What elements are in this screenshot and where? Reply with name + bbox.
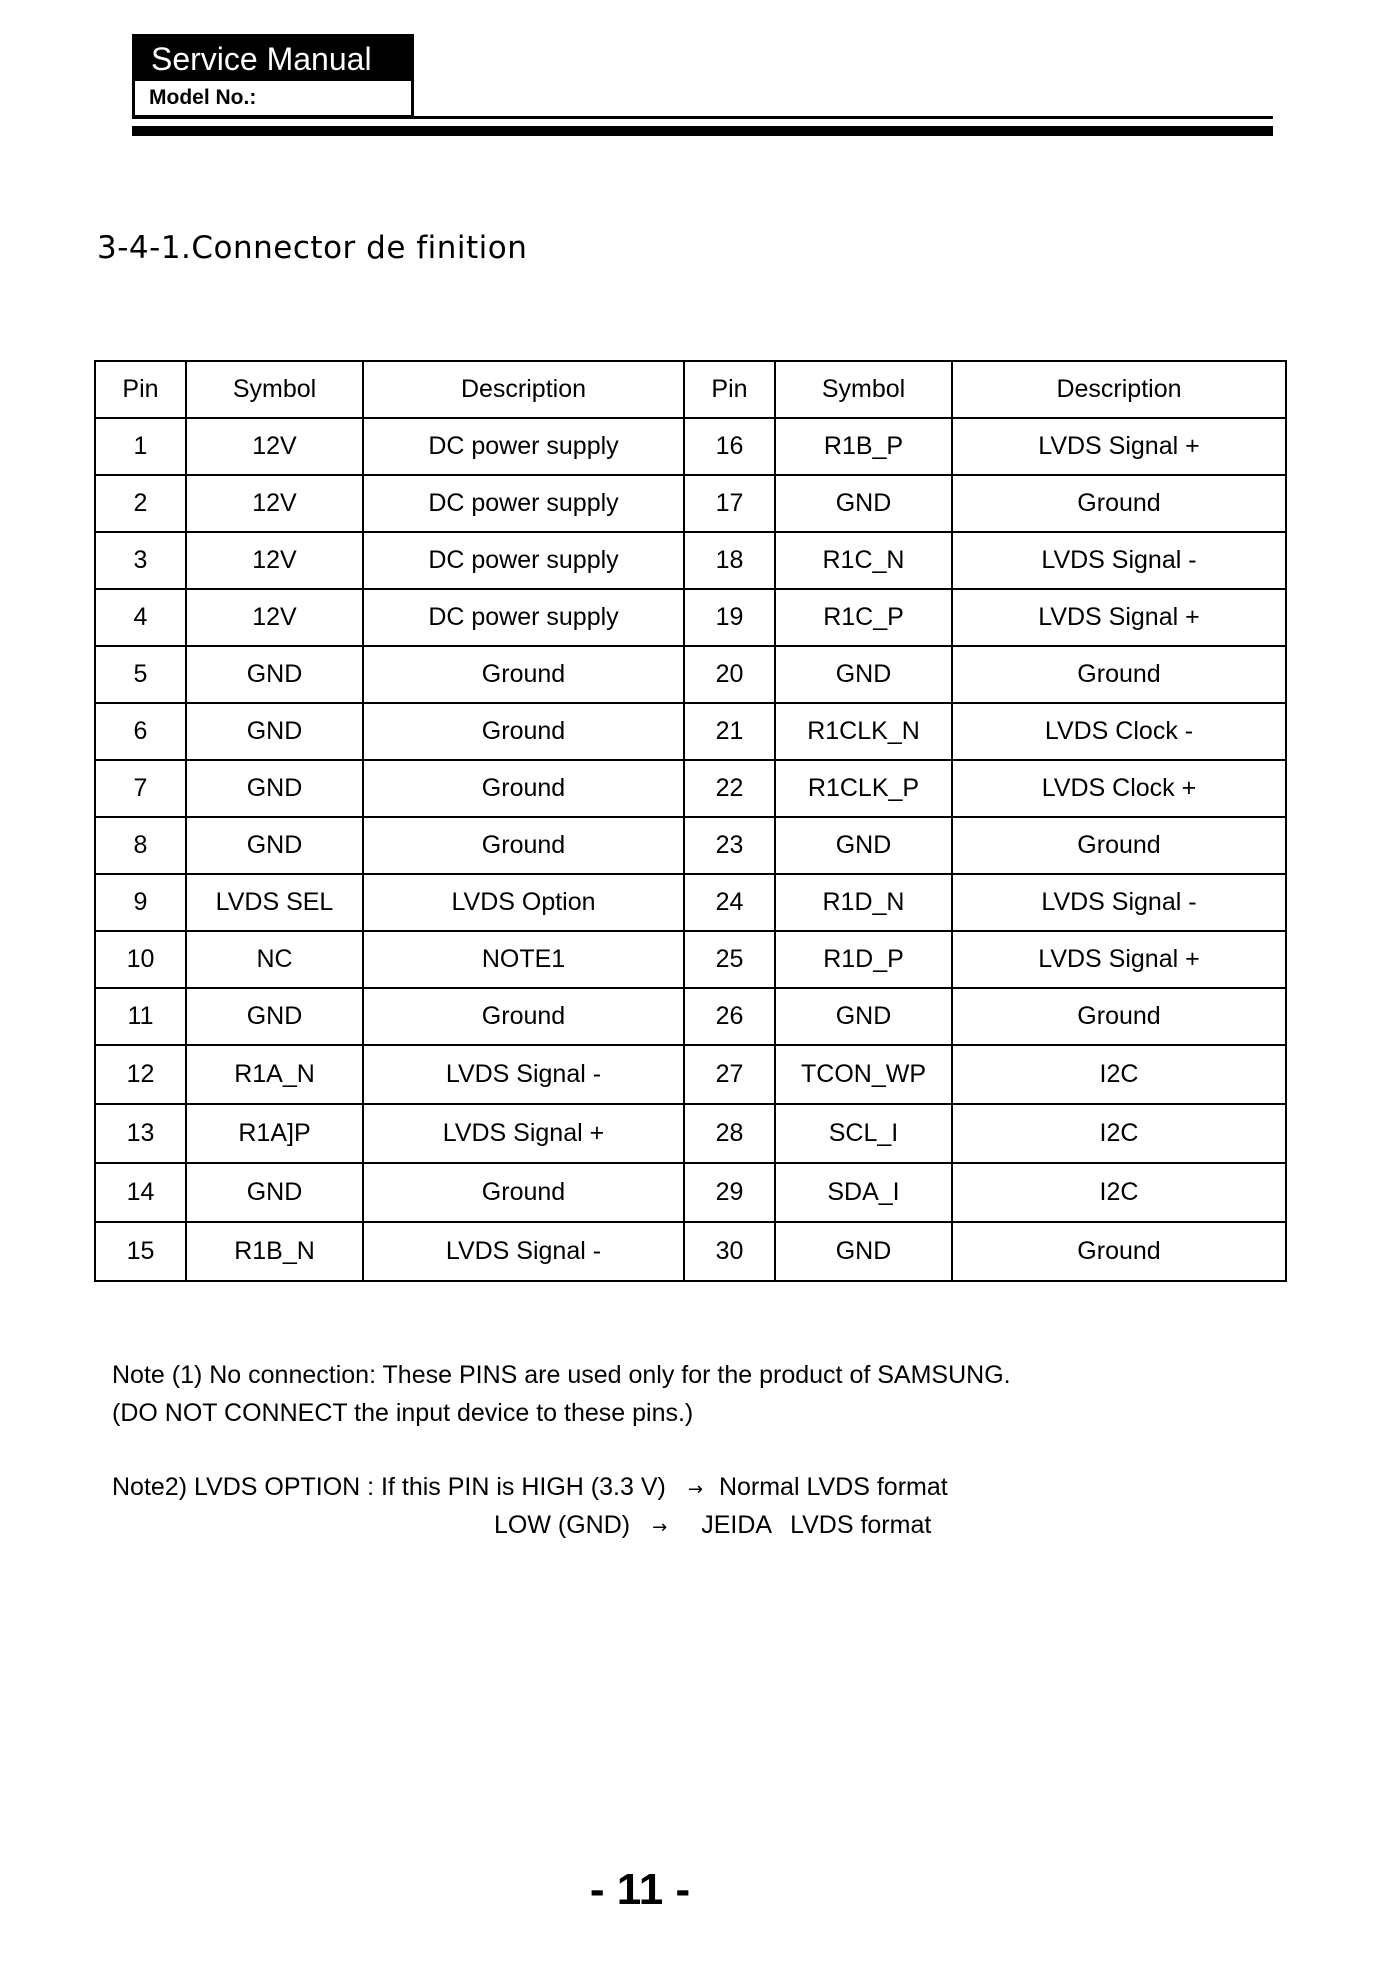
pin-cell: 21: [684, 703, 775, 760]
description-cell: Ground: [952, 475, 1286, 532]
table-row: [95, 532, 1286, 589]
description-cell: LVDS Signal -: [952, 532, 1286, 589]
note-1-line-2: (DO NOT CONNECT the input device to these pins.): [112, 1399, 694, 1427]
connector-pin-table: [94, 360, 1287, 1282]
pin-cell: 11: [95, 988, 186, 1045]
pin-cell: 1: [95, 418, 186, 475]
pin-cell: 15: [95, 1222, 186, 1281]
symbol-cell: R1CLK_P: [775, 760, 952, 817]
description-cell: Ground: [952, 817, 1286, 874]
symbol-cell: 12V: [186, 418, 363, 475]
description-cell: LVDS Signal +: [363, 1104, 684, 1163]
symbol-cell: R1C_N: [775, 532, 952, 589]
table-row: [95, 988, 1286, 1045]
description-cell: Ground: [952, 1222, 1286, 1281]
pin-cell: 19: [684, 589, 775, 646]
description-cell: LVDS Signal -: [363, 1045, 684, 1104]
header-pin: Pin: [684, 361, 775, 418]
pin-cell: 18: [684, 532, 775, 589]
note-2-low-condition: LOW (GND): [494, 1511, 631, 1539]
description-cell: LVDS Option: [363, 874, 684, 931]
note-2-prefix: Note2) LVDS OPTION : If this PIN is HIGH (3.3 V): [112, 1473, 666, 1501]
header-rule-thin: [132, 116, 1273, 119]
symbol-cell: GND: [186, 760, 363, 817]
pin-cell: 10: [95, 931, 186, 988]
description-cell: I2C: [952, 1104, 1286, 1163]
description-cell: I2C: [952, 1045, 1286, 1104]
section-title: 3-4-1.Connector de finition: [97, 230, 528, 266]
table-row: [95, 646, 1286, 703]
description-cell: Ground: [363, 646, 684, 703]
description-cell: Ground: [363, 988, 684, 1045]
note-2-low-result-b: LVDS format: [790, 1511, 932, 1539]
description-cell: LVDS Signal +: [952, 589, 1286, 646]
symbol-cell: 12V: [186, 532, 363, 589]
description-cell: Ground: [363, 1163, 684, 1222]
description-cell: LVDS Signal -: [952, 874, 1286, 931]
pin-cell: 12: [95, 1045, 186, 1104]
pin-cell: 28: [684, 1104, 775, 1163]
symbol-cell: GND: [186, 817, 363, 874]
symbol-cell: R1CLK_N: [775, 703, 952, 760]
table-row: [95, 475, 1286, 532]
symbol-cell: GND: [775, 1222, 952, 1281]
symbol-cell: GND: [186, 988, 363, 1045]
symbol-cell: GND: [775, 646, 952, 703]
description-cell: Ground: [363, 760, 684, 817]
model-number-label: Model No.:: [149, 86, 257, 109]
header-box: [132, 34, 414, 118]
description-cell: DC power supply: [363, 418, 684, 475]
pin-cell: 8: [95, 817, 186, 874]
symbol-cell: GND: [186, 1163, 363, 1222]
symbol-cell: R1A_N: [186, 1045, 363, 1104]
description-cell: LVDS Clock -: [952, 703, 1286, 760]
table-row: [95, 589, 1286, 646]
symbol-cell: GND: [775, 817, 952, 874]
symbol-cell: 12V: [186, 475, 363, 532]
description-cell: DC power supply: [363, 532, 684, 589]
symbol-cell: LVDS SEL: [186, 874, 363, 931]
arrow-icon: →: [687, 1479, 703, 1500]
pin-cell: 4: [95, 589, 186, 646]
table-row: [95, 1222, 1286, 1281]
symbol-cell: GND: [186, 646, 363, 703]
header-symbol: Symbol: [775, 361, 952, 418]
table-row: [95, 931, 1286, 988]
pin-cell: 3: [95, 532, 186, 589]
description-cell: I2C: [952, 1163, 1286, 1222]
pin-cell: 14: [95, 1163, 186, 1222]
header-description: Description: [952, 361, 1286, 418]
symbol-cell: NC: [186, 931, 363, 988]
description-cell: DC power supply: [363, 475, 684, 532]
description-cell: DC power supply: [363, 589, 684, 646]
note-1-line-1: Note (1) No connection: These PINS are used only for the product of SAMSUNG.: [112, 1361, 1011, 1389]
description-cell: Ground: [952, 646, 1286, 703]
description-cell: LVDS Signal +: [952, 418, 1286, 475]
description-cell: LVDS Clock +: [952, 760, 1286, 817]
pin-cell: 22: [684, 760, 775, 817]
note-2-high-result: Normal LVDS format: [718, 1473, 948, 1501]
table-row: [95, 418, 1286, 475]
table-header-row: [95, 361, 1286, 418]
description-cell: Ground: [363, 703, 684, 760]
symbol-cell: R1B_P: [775, 418, 952, 475]
table-row: [95, 1163, 1286, 1222]
pin-cell: 26: [684, 988, 775, 1045]
pin-cell: 20: [684, 646, 775, 703]
symbol-cell: R1A]P: [186, 1104, 363, 1163]
symbol-cell: R1C_P: [775, 589, 952, 646]
table-row: [95, 817, 1286, 874]
pin-cell: 30: [684, 1222, 775, 1281]
description-cell: Ground: [952, 988, 1286, 1045]
table-row: [95, 1104, 1286, 1163]
header-rule-thick: [132, 126, 1273, 136]
notes-block: [112, 1356, 1011, 1432]
pin-cell: 17: [684, 475, 775, 532]
header-description: Description: [363, 361, 684, 418]
pin-cell: 24: [684, 874, 775, 931]
page-number: - 11 -: [589, 1865, 691, 1914]
pin-cell: 6: [95, 703, 186, 760]
table-row: [95, 874, 1286, 931]
description-cell: LVDS Signal +: [952, 931, 1286, 988]
symbol-cell: SCL_I: [775, 1104, 952, 1163]
pin-cell: 2: [95, 475, 186, 532]
table-row: [95, 760, 1286, 817]
pin-cell: 27: [684, 1045, 775, 1104]
pin-cell: 13: [95, 1104, 186, 1163]
symbol-cell: SDA_I: [775, 1163, 952, 1222]
pin-cell: 7: [95, 760, 186, 817]
pin-cell: 25: [684, 931, 775, 988]
note-2-line-1: [112, 1468, 948, 1509]
pin-cell: 5: [95, 646, 186, 703]
header-title: Service Manual: [135, 37, 411, 81]
symbol-cell: R1B_N: [186, 1222, 363, 1281]
symbol-cell: 12V: [186, 589, 363, 646]
table-row: [95, 703, 1286, 760]
header-pin: Pin: [95, 361, 186, 418]
symbol-cell: R1D_N: [775, 874, 952, 931]
symbol-cell: GND: [775, 475, 952, 532]
note-2-low-result-a: JEIDA: [701, 1511, 773, 1539]
symbol-cell: R1D_P: [775, 931, 952, 988]
header-symbol: Symbol: [186, 361, 363, 418]
symbol-cell: TCON_WP: [775, 1045, 952, 1104]
pin-cell: 16: [684, 418, 775, 475]
symbol-cell: GND: [186, 703, 363, 760]
pin-cell: 23: [684, 817, 775, 874]
description-cell: LVDS Signal -: [363, 1222, 684, 1281]
pin-cell: 29: [684, 1163, 775, 1222]
description-cell: NOTE1: [363, 931, 684, 988]
note-2-line-2: [494, 1506, 931, 1547]
arrow-icon: →: [652, 1517, 668, 1538]
table-row: [95, 1045, 1286, 1104]
symbol-cell: GND: [775, 988, 952, 1045]
description-cell: Ground: [363, 817, 684, 874]
pin-cell: 9: [95, 874, 186, 931]
